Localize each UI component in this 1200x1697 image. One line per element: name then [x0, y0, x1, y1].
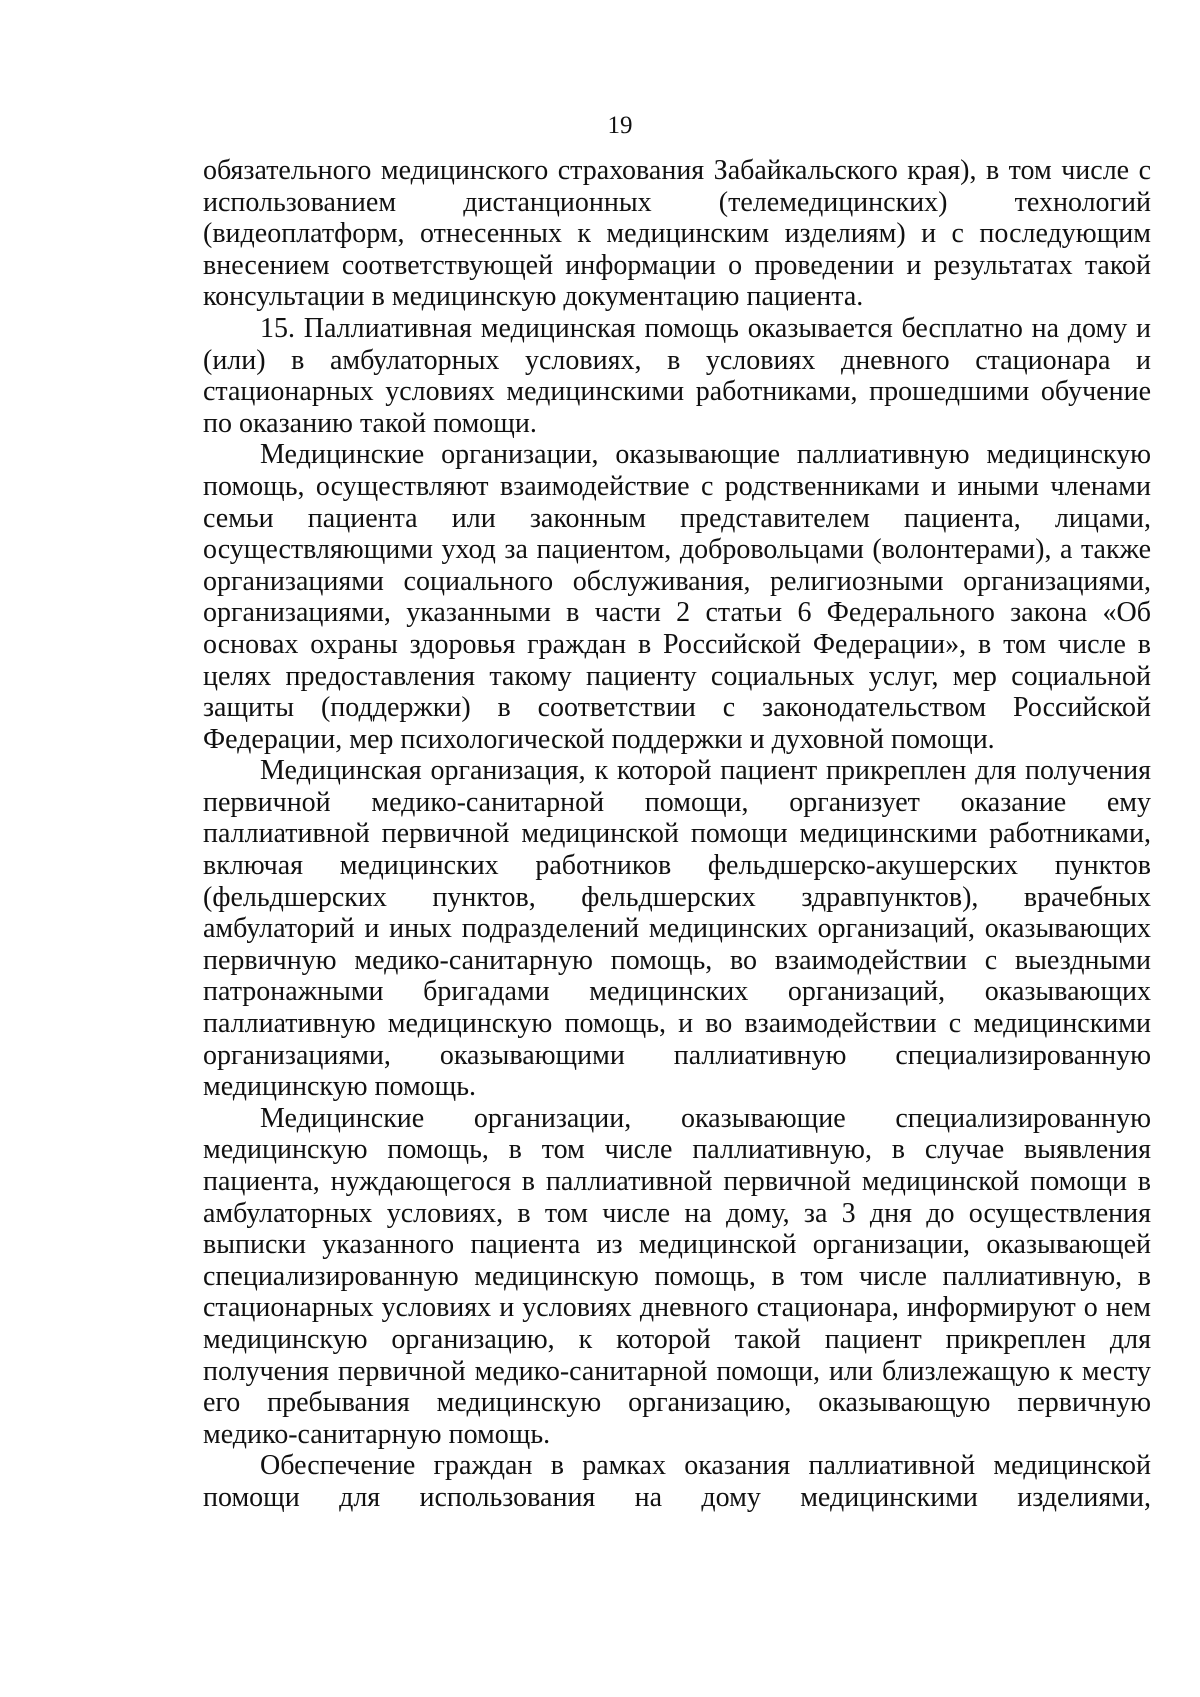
- paragraph-item-15: 15. Паллиативная медицинская помощь оказывается бесплатно на дому и (или) в амбулаторных условиях, в условиях дневного стационара и стационарных условиях медицинскими работниками, прошедшими обучение по оказанию такой помощи.: [203, 312, 1151, 439]
- paragraph-specialized-care: Медицинские организации, оказывающие специализированную медицинскую помощь, в том числе паллиативную, в случае выявления пациента, нуждающегося в паллиативной первичной медицинской помощи в амбулаторных условиях, в том числе на дому, за 3 дня до осуществления выписки указанного пациента из медицинской организации, оказывающей специализированную медицинскую помощь, в том числе паллиативную, в стационарных условиях и условиях дневного стационара, информируют о нем медицинскую организацию, к которой такой пациент прикреплен для получения первичной медико-санитарной помощи, или близлежащую к месту его пребывания медицинскую организацию, оказывающую первичную медико-санитарную помощь.: [203, 1102, 1151, 1450]
- page-number: 19: [607, 112, 633, 139]
- document-body: [203, 155, 1151, 1514]
- paragraph-interaction: Медицинские организации, оказывающие паллиативную медицинскую помощь, осуществляют взаимодействие с родственниками и иными членами семьи пациента или законным представителем пациента, лицами, осуществляющими уход за пациентом, добровольцами (волонтерами), а также организациями социального обслуживания, религиозными организациями, организациями, указанными в части 2 статьи 6 Федерального закона «Об основах охраны здоровья граждан в Российской Федерации», в том числе в целях предоставления такому пациенту социальных услуг, мер социальной защиты (поддержки) в соответствии с законодательством Российской Федерации, мер психологической поддержки и духовной помощи.: [203, 439, 1151, 755]
- paragraph-primary-care: Медицинская организация, к которой пациент прикреплен для получения первичной медико-санитарной помощи, организует оказание ему паллиативной первичной медицинской помощи медицинскими работниками, включая медицинских работников фельдшерско-акушерских пунктов (фельдшерских пунктов, фельдшерских здравпунктов), врачебных амбулаторий и иных подразделений медицинских организаций, оказывающих первичную медико-санитарную помощь, во взаимодействии с выездными патронажными бригадами медицинских организаций, оказывающих паллиативную медицинскую помощь, и во взаимодействии с медицинскими организациями, оказывающими паллиативную специализированную медицинскую помощь.: [203, 755, 1151, 1103]
- paragraph-medical-devices: Обеспечение граждан в рамках оказания паллиативной медицинской помощи для использования на дому медицинскими изделиями,: [203, 1450, 1151, 1513]
- paragraph-continuation: обязательного медицинского страхования Забайкальского края), в том числе с использованием дистанционных (телемедицинских) технологий (видеоплатформ, отнесенных к медицинским изделиям) и с последующим внесением соответствующей информации о проведении и результатах такой консультации в медицинскую документацию пациента.: [203, 155, 1151, 313]
